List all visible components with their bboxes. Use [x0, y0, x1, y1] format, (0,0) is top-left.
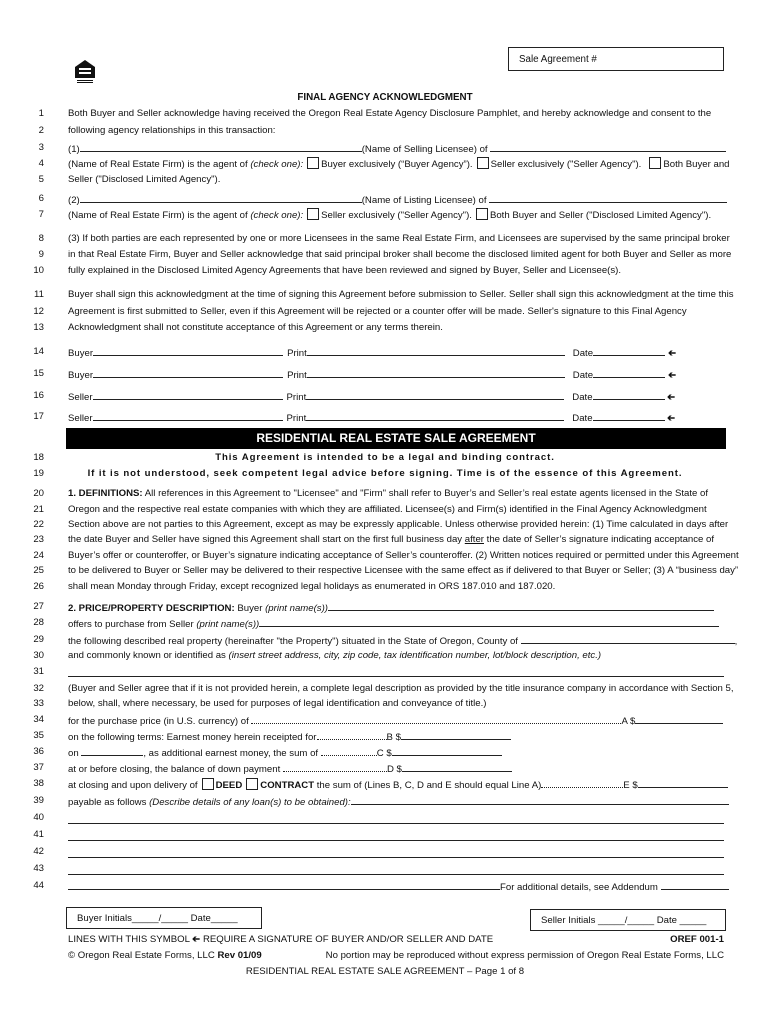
listing-seller-agency-checkbox[interactable] — [307, 208, 319, 220]
property-description-field[interactable] — [68, 675, 724, 677]
loan-details-field[interactable] — [351, 794, 729, 805]
signature-field[interactable] — [93, 367, 283, 378]
date-field[interactable] — [593, 389, 665, 400]
down-payment-field[interactable] — [402, 761, 512, 772]
arrow-left-icon: ➔ — [667, 370, 676, 381]
sale-agreement-number-field[interactable] — [508, 47, 724, 71]
buyer-agency-checkbox[interactable] — [307, 157, 319, 169]
buyer-name-field[interactable] — [328, 600, 714, 611]
arrow-left-icon: ➔ — [667, 392, 676, 403]
signature-field[interactable] — [93, 410, 283, 421]
equal-housing-icon — [74, 59, 96, 85]
date-field[interactable] — [593, 367, 665, 378]
line-18: 18 This Agreement is intended to be a legal and binding contract. — [33, 452, 555, 463]
print-name-field[interactable] — [307, 367, 565, 378]
addendum-field[interactable] — [661, 879, 729, 890]
loan-details-field[interactable] — [68, 856, 724, 858]
sale-agreement-label: Sale Agreement # — [519, 54, 597, 65]
date-field[interactable] — [593, 410, 665, 421]
page-footer: RESIDENTIAL REAL ESTATE SALE AGREEMENT – Page 1 of 8 — [245, 966, 525, 977]
permission-note: No portion may be reproduced without express permission of Oregon Real Estate Forms, LLC — [325, 950, 724, 961]
line-19: 19 If it is not understood, seek competent legal advice before signing. Time is of the essence of this Agreement. — [33, 468, 683, 479]
print-name-field[interactable] — [307, 345, 565, 356]
selling-firm-field[interactable] — [490, 141, 726, 152]
listing-firm-field[interactable] — [489, 192, 727, 203]
arrow-left-icon: ➔ — [667, 348, 676, 359]
listing-licensee-field[interactable] — [80, 192, 362, 203]
seller-initials-box[interactable]: Seller Initials _____/_____ Date _____ — [530, 909, 726, 931]
listing-limited-agency-checkbox[interactable] — [476, 208, 488, 220]
seller-name-field[interactable] — [259, 616, 719, 627]
arrow-left-icon: ➔ — [192, 934, 201, 945]
purchase-price-field[interactable] — [635, 713, 723, 724]
buyer-initials-box[interactable]: Buyer Initials_____/_____ Date_____ — [66, 907, 262, 929]
county-field[interactable] — [521, 633, 735, 644]
main-title-banner: RESIDENTIAL REAL ESTATE SALE AGREEMENT — [66, 428, 726, 449]
signature-field[interactable] — [93, 345, 283, 356]
arrow-left-icon: ➔ — [667, 413, 676, 424]
loan-details-field[interactable] — [68, 822, 724, 824]
loan-details-field[interactable] — [68, 879, 500, 890]
additional-earnest-field[interactable] — [392, 745, 502, 756]
signature-field[interactable] — [93, 389, 283, 400]
contract-checkbox[interactable] — [246, 778, 258, 790]
selling-licensee-field[interactable] — [80, 141, 362, 152]
loan-details-field[interactable] — [68, 873, 724, 875]
limited-agency-checkbox[interactable] — [649, 157, 661, 169]
additional-earnest-date-field[interactable] — [81, 745, 143, 756]
closing-sum-field[interactable] — [638, 777, 728, 788]
signature-symbol-note: LINES WITH THIS SYMBOL ➔ REQUIRE A SIGNATURE OF BUYER AND/OR SELLER AND DATE — [68, 934, 494, 945]
copyright: © Oregon Real Estate Forms, LLC Rev 01/09 — [68, 950, 262, 961]
date-field[interactable] — [593, 345, 665, 356]
form-code: OREF 001-1 — [670, 934, 724, 945]
print-name-field[interactable] — [306, 410, 564, 421]
earnest-money-field[interactable] — [401, 729, 511, 740]
deed-checkbox[interactable] — [202, 778, 214, 790]
seller-agency-checkbox[interactable] — [477, 157, 489, 169]
final-agency-heading: FINAL AGENCY ACKNOWLEDGMENT — [297, 92, 473, 103]
print-name-field[interactable] — [306, 389, 564, 400]
loan-details-field[interactable] — [68, 839, 724, 841]
